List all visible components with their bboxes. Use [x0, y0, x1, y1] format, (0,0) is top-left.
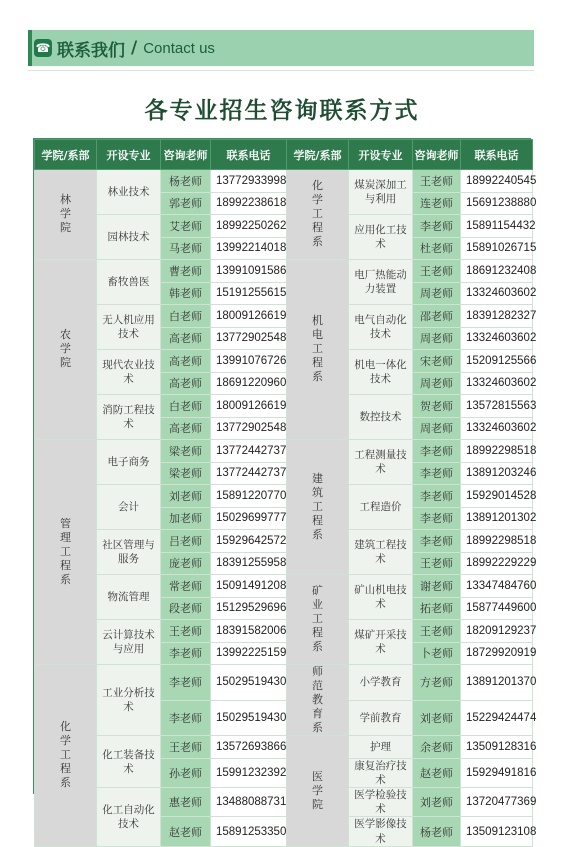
college-cell [35, 260, 97, 440]
major-cell: 建筑工程技术 [349, 530, 413, 575]
teacher-cell: 王老师 [161, 620, 211, 643]
table-row [35, 440, 533, 463]
teacher-cell: 王老师 [413, 170, 461, 193]
table-row [35, 736, 533, 759]
phone-cell: 13991091586 [211, 260, 287, 283]
college-cell [287, 575, 349, 665]
phone-cell: 13992225159 [211, 642, 287, 665]
table-row [35, 170, 533, 193]
phone-cell: 15929491816 [461, 758, 533, 787]
phone-cell: 15891253350 [211, 817, 287, 846]
college-cell [287, 736, 349, 847]
major-cell: 矿山机电技术 [349, 575, 413, 620]
teacher-cell: 杨老师 [413, 817, 461, 846]
teacher-cell: 刘老师 [413, 700, 461, 736]
teacher-cell: 刘老师 [161, 485, 211, 508]
table-row [35, 215, 533, 238]
teacher-cell: 李老师 [161, 700, 211, 736]
college-name: 化学工程系 [60, 720, 71, 790]
teacher-cell: 周老师 [413, 282, 461, 305]
teacher-cell: 郭老师 [161, 192, 211, 215]
teacher-cell: 高老师 [161, 350, 211, 373]
major-cell: 电子商务 [97, 440, 161, 485]
college-name: 建筑工程系 [312, 471, 323, 541]
major-cell: 工程测量技术 [349, 440, 413, 485]
phone-cell: 13324603602 [461, 327, 533, 350]
teacher-cell: 庞老师 [161, 552, 211, 575]
table-row [35, 305, 533, 328]
phone-cell: 13891201302 [461, 507, 533, 530]
phone-cell: 18009126619 [211, 305, 287, 328]
header-separator: / [131, 38, 138, 58]
teacher-cell: 卜老师 [413, 642, 461, 665]
phone-cell: 15091491208 [211, 575, 287, 598]
major-cell: 医学影像技术 [349, 817, 413, 846]
college-cell [287, 170, 349, 260]
teacher-cell: 高老师 [161, 372, 211, 395]
phone-cell: 18729920919 [461, 642, 533, 665]
header-title-cn: 联系我们 [57, 40, 125, 61]
major-cell: 电气自动化技术 [349, 305, 413, 350]
phone-cell: 18391582006 [211, 620, 287, 643]
teacher-cell: 邵老师 [413, 305, 461, 328]
college-cell [35, 440, 97, 665]
phone-cell: 18992240545 [461, 170, 533, 193]
teacher-cell: 余老师 [413, 736, 461, 759]
major-cell: 化工装备技术 [97, 736, 161, 788]
table-body [35, 170, 537, 847]
teacher-cell: 吕老师 [161, 530, 211, 553]
major-cell: 会计 [97, 485, 161, 530]
teacher-cell: 李老师 [413, 440, 461, 463]
teacher-cell: 李老师 [413, 485, 461, 508]
column-header: 咨询老师 [413, 140, 461, 170]
phone-cell: 15129529696 [211, 597, 287, 620]
college-name: 机电工程系 [312, 314, 323, 384]
phone-cell: 18391255958 [211, 552, 287, 575]
table-row [35, 575, 533, 598]
table-row [35, 395, 533, 418]
teacher-cell: 王老师 [161, 736, 211, 759]
teacher-cell: 赵老师 [413, 758, 461, 787]
phone-cell: 13324603602 [461, 417, 533, 440]
teacher-cell: 赵老师 [161, 817, 211, 846]
teacher-cell: 高老师 [161, 417, 211, 440]
phone-cell: 15891026715 [461, 237, 533, 260]
major-cell: 消防工程技术 [97, 395, 161, 440]
teacher-cell: 曹老师 [161, 260, 211, 283]
major-cell: 煤炭深加工与利用 [349, 170, 413, 215]
teacher-cell: 李老师 [413, 215, 461, 238]
phone-cell: 13509123108 [461, 817, 533, 846]
phone-cell: 15891220770 [211, 485, 287, 508]
teacher-cell: 刘老师 [413, 788, 461, 817]
major-cell: 小学教育 [349, 665, 413, 701]
teacher-cell: 白老师 [161, 305, 211, 328]
teacher-cell: 周老师 [413, 372, 461, 395]
column-header: 开设专业 [97, 140, 161, 170]
table-row [35, 260, 533, 283]
major-cell: 现代农业技术 [97, 350, 161, 395]
phone-cell: 15991232392 [211, 758, 287, 787]
major-cell: 林业技术 [97, 170, 161, 215]
college-name: 师范教育系 [312, 665, 323, 734]
college-name: 农学院 [60, 328, 71, 370]
teacher-cell: 高老师 [161, 327, 211, 350]
major-cell: 煤矿开采技术 [349, 620, 413, 665]
phone-cell: 13324603602 [461, 282, 533, 305]
teacher-cell: 李老师 [413, 530, 461, 553]
teacher-cell: 梁老师 [161, 462, 211, 485]
phone-cell: 18691232408 [461, 260, 533, 283]
phone-cell: 15229424474 [461, 700, 533, 736]
teacher-cell: 梁老师 [161, 440, 211, 463]
college-cell [287, 440, 349, 575]
phone-cell: 15029519430 [211, 665, 287, 701]
table-row [35, 485, 533, 508]
major-cell: 康复治疗技术 [349, 758, 413, 787]
major-cell: 园林技术 [97, 215, 161, 260]
phone-cell: 13772902548 [211, 417, 287, 440]
table-header-row [35, 140, 533, 170]
phone-cell: 15929014528 [461, 485, 533, 508]
teacher-cell: 王老师 [413, 552, 461, 575]
teacher-cell: 周老师 [413, 417, 461, 440]
teacher-cell: 拓老师 [413, 597, 461, 620]
teacher-cell: 王老师 [413, 260, 461, 283]
phone-cell: 15877449600 [461, 597, 533, 620]
header-divider [28, 70, 534, 71]
phone-cell: 13991076726 [211, 350, 287, 373]
teacher-cell: 李老师 [161, 642, 211, 665]
table-row [35, 620, 533, 643]
college-name: 化学工程系 [312, 179, 323, 249]
major-cell: 护理 [349, 736, 413, 759]
phone-cell: 13772442737 [211, 440, 287, 463]
teacher-cell: 贺老师 [413, 395, 461, 418]
teacher-cell: 段老师 [161, 597, 211, 620]
teacher-cell: 谢老师 [413, 575, 461, 598]
teacher-cell: 艾老师 [161, 215, 211, 238]
contact-table-wrapper [33, 138, 537, 845]
college-cell [287, 260, 349, 440]
teacher-cell: 白老师 [161, 395, 211, 418]
teacher-cell: 连老师 [413, 192, 461, 215]
major-cell: 云计算技术与应用 [97, 620, 161, 665]
major-cell: 化工自动化技术 [97, 788, 161, 847]
contact-header [28, 30, 534, 66]
phone-cell: 15691238880 [461, 192, 533, 215]
major-cell: 学前教育 [349, 700, 413, 736]
phone-cell: 18009126619 [211, 395, 287, 418]
page-title: 各专业招生咨询联系方式 [144, 98, 420, 124]
college-cell [287, 665, 349, 736]
header-title-en: Contact us [143, 39, 215, 57]
teacher-cell: 李老师 [413, 507, 461, 530]
major-cell: 工程造价 [349, 485, 413, 530]
table-row [35, 788, 533, 817]
phone-cell: 18992250262 [211, 215, 287, 238]
college-name: 林学院 [60, 193, 71, 235]
phone-icon: ☎ [35, 41, 51, 55]
teacher-cell: 李老师 [413, 462, 461, 485]
column-header: 学院/系部 [35, 140, 97, 170]
phone-cell: 13572693866 [211, 736, 287, 759]
teacher-cell: 杨老师 [161, 170, 211, 193]
teacher-cell: 孙老师 [161, 758, 211, 787]
phone-cell: 13772442737 [211, 462, 287, 485]
header-accent-bar [28, 30, 32, 66]
major-cell: 无人机应用技术 [97, 305, 161, 350]
major-cell: 社区管理与服务 [97, 530, 161, 575]
teacher-cell: 杜老师 [413, 237, 461, 260]
phone-cell: 13720477369 [461, 788, 533, 817]
college-name: 医学院 [312, 769, 323, 811]
phone-cell: 13509128316 [461, 736, 533, 759]
phone-cell: 13324603602 [461, 372, 533, 395]
major-cell: 物流管理 [97, 575, 161, 620]
table-row [35, 665, 533, 701]
phone-cell: 13572815563 [461, 395, 533, 418]
major-cell: 应用化工技术 [349, 215, 413, 260]
phone-cell: 13772902548 [211, 327, 287, 350]
phone-cell: 15209125566 [461, 350, 533, 373]
table-row [35, 350, 533, 373]
phone-cell: 15191255615 [211, 282, 287, 305]
major-cell: 电厂热能动力装置 [349, 260, 413, 305]
column-header: 联系电话 [461, 140, 533, 170]
column-header: 开设专业 [349, 140, 413, 170]
phone-cell: 18992298518 [461, 530, 533, 553]
phone-cell: 13772933998 [211, 170, 287, 193]
phone-cell: 18992229229 [461, 552, 533, 575]
phone-cell: 13891203246 [461, 462, 533, 485]
college-name: 矿业工程系 [312, 584, 323, 654]
major-cell: 机电一体化技术 [349, 350, 413, 395]
phone-cell: 18691220960 [211, 372, 287, 395]
teacher-cell: 马老师 [161, 237, 211, 260]
teacher-cell: 韩老师 [161, 282, 211, 305]
phone-cell: 18209129237 [461, 620, 533, 643]
phone-cell: 13347484760 [461, 575, 533, 598]
contact-table [34, 139, 537, 847]
teacher-cell: 周老师 [413, 327, 461, 350]
teacher-cell: 王老师 [413, 620, 461, 643]
column-header: 学院/系部 [287, 140, 349, 170]
major-cell: 工业分析技术 [97, 665, 161, 736]
column-header: 咨询老师 [161, 140, 211, 170]
teacher-cell: 加老师 [161, 507, 211, 530]
college-cell [35, 665, 97, 847]
teacher-cell: 常老师 [161, 575, 211, 598]
major-cell: 畜牧兽医 [97, 260, 161, 305]
teacher-cell: 宋老师 [413, 350, 461, 373]
phone-cell: 15891154432 [461, 215, 533, 238]
college-cell [35, 170, 97, 260]
phone-cell: 13488088731 [211, 788, 287, 817]
table-row [35, 530, 533, 553]
column-header: 联系电话 [211, 140, 287, 170]
college-name: 管理工程系 [60, 516, 71, 586]
phone-cell: 18391282327 [461, 305, 533, 328]
teacher-cell: 方老师 [413, 665, 461, 701]
phone-cell: 15929642572 [211, 530, 287, 553]
phone-cell: 15029699777 [211, 507, 287, 530]
phone-cell: 13891201370 [461, 665, 533, 701]
phone-cell: 18992238618 [211, 192, 287, 215]
teacher-cell: 惠老师 [161, 788, 211, 817]
phone-cell: 13992214018 [211, 237, 287, 260]
teacher-cell: 李老师 [161, 665, 211, 701]
phone-cell: 15029519430 [211, 700, 287, 736]
major-cell: 医学检验技术 [349, 788, 413, 817]
phone-cell: 18992298518 [461, 440, 533, 463]
major-cell: 数控技术 [349, 395, 413, 440]
